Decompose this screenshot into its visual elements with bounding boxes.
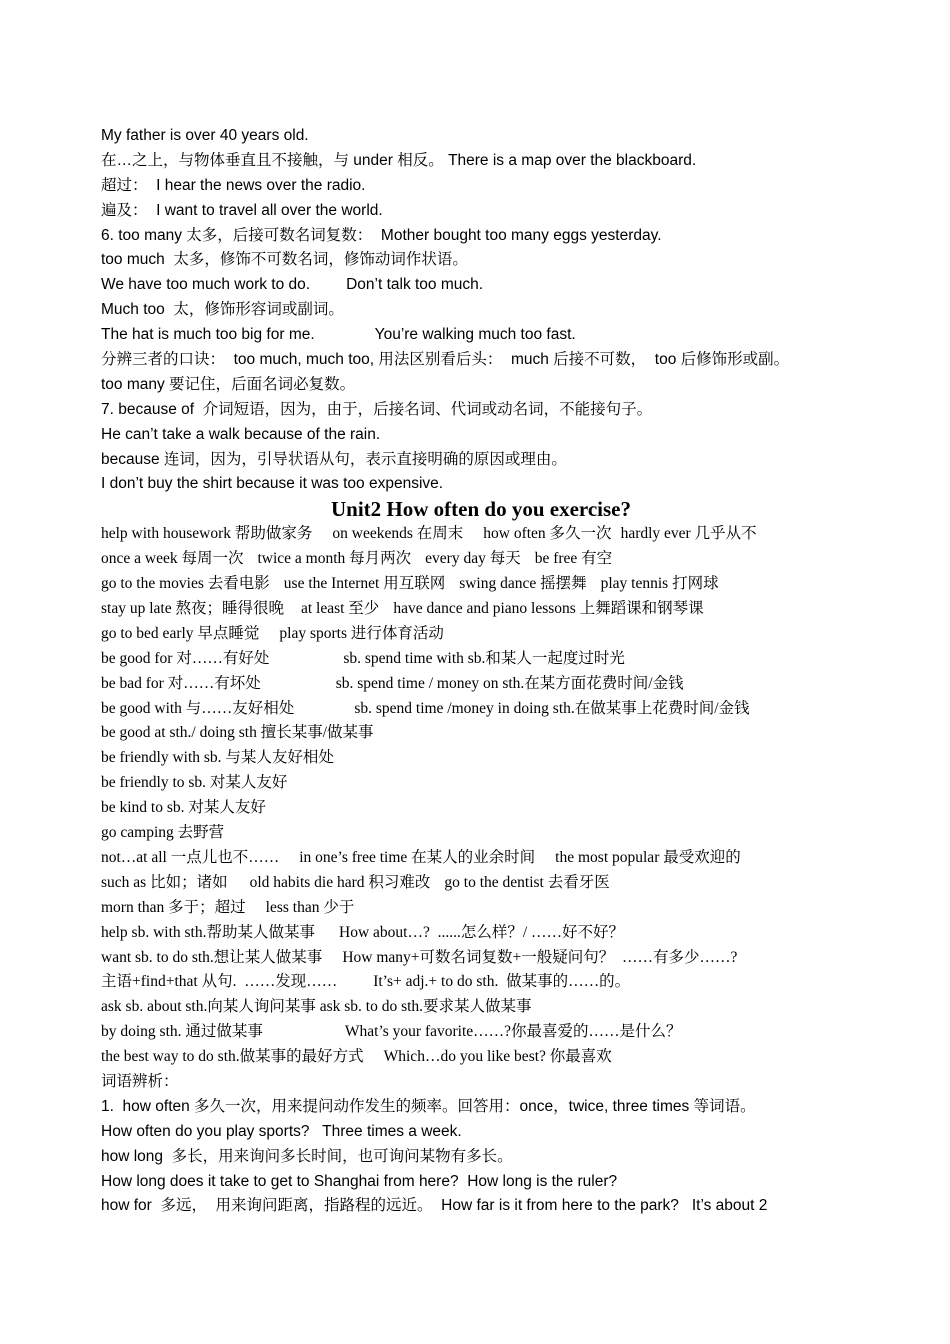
section1-line: [101, 149, 861, 174]
phrases-line: [101, 1070, 861, 1095]
section1-line: [101, 199, 861, 224]
phrases-line: [101, 547, 861, 572]
text-segment: be free 有空: [534, 550, 613, 568]
text-segment: 6. too many 太多，后接可数名词复数： Mother bought too many eggs yesterday.: [101, 226, 662, 244]
text-segment: What’s your favorite……?你最喜爱的……是什么？: [344, 1023, 682, 1041]
text-segment: 1. how often 多久一次，用来提问动作发生的频率。回答用：once，twice, three times 等词语。: [101, 1097, 756, 1115]
text-segment: We have too much work to do.: [101, 276, 311, 294]
text-segment: be friendly with sb. 与某人友好相处: [101, 749, 334, 767]
section1-line: [101, 248, 861, 273]
section3-line: [101, 1194, 861, 1219]
text-segment: 主语+find+that 从句. ……发现……: [101, 973, 338, 991]
phrases-line: [101, 522, 861, 547]
section3-line: [101, 1095, 861, 1120]
section1-line: [101, 348, 861, 373]
phrases-line: [101, 821, 861, 846]
text-segment: go to bed early 早点睡觉: [101, 624, 260, 642]
text-segment: 7. because of 介词短语，因为，由于，后接名词、代词或动名词，不能接句子。: [101, 400, 653, 418]
text-segment: how long 多长，用来询问多长时间，也可询问某物有多长。: [101, 1147, 513, 1165]
word-analysis-section: [101, 1095, 861, 1219]
phrases-line: [101, 647, 861, 672]
phrases-line: [101, 672, 861, 697]
text-segment: hardly ever 几乎从不: [620, 525, 757, 543]
section1-line: [101, 273, 861, 298]
text-segment: swing dance 摇摆舞: [459, 575, 587, 593]
text-segment: sb. spend time with sb.和某人一起度过时光: [343, 649, 625, 667]
section3-line: [101, 1120, 861, 1145]
text-segment: ask sb. about sth.向某人询问某事 ask sb. to do sth.要求某人做某事: [101, 998, 532, 1016]
text-segment: sb. spend time /money in doing sth.在做某事上花费时间/金钱: [354, 699, 750, 717]
text-segment: 遍及： I want to travel all over the world.: [101, 201, 383, 219]
text-segment: Much too 太，修饰形容词或副词。: [101, 301, 344, 319]
text-segment: How about…? ......怎么样？/ ……好不好？: [339, 923, 625, 941]
text-segment: on weekends 在周末: [332, 525, 464, 543]
text-segment: every day 每天: [425, 550, 521, 568]
text-segment: use the Internet 用互联网: [283, 575, 446, 593]
text-segment: Don’t talk too much.: [346, 276, 484, 294]
text-segment: want sb. to do sth.想让某人做某事: [101, 948, 323, 966]
phrases-line: [101, 1045, 861, 1070]
phrases-line: [101, 622, 861, 647]
phrases-line: [101, 1020, 861, 1045]
text-segment: play sports 进行体育活动: [279, 624, 444, 642]
text-segment: 超过： I hear the news over the radio.: [101, 176, 366, 194]
text-segment: 分辨三者的口诀： too much, much too, 用法区别看后头： much 后接不可数， too 后修饰形或副。: [101, 351, 790, 369]
text-segment: once a week 每周一次: [101, 550, 244, 568]
text-segment: play tennis 打网球: [600, 575, 719, 593]
phrases-line: [101, 721, 861, 746]
text-segment: How long does it take to get to Shanghai from here? How long is the ruler?: [101, 1172, 618, 1190]
text-segment: Which…do you like best? 你最喜欢: [383, 1048, 612, 1066]
phrases-line: [101, 746, 861, 771]
section1-line: [101, 174, 861, 199]
text-segment: too much 太多，修饰不可数名词，修饰动词作状语。: [101, 251, 468, 269]
text-segment: How many+可数名词复数+一般疑问句？ ……有多少……?: [342, 948, 738, 966]
text-segment: twice a month 每月两次: [257, 550, 412, 568]
text-segment: have dance and piano lessons 上舞蹈课和钢琴课: [393, 600, 704, 618]
text-segment: in one’s free time 在某人的业余时间: [299, 848, 536, 866]
section1-line: [101, 423, 861, 448]
text-segment: too many 要记住，后面名词必复数。: [101, 375, 356, 393]
text-segment: morn than 多于；超过: [101, 898, 246, 916]
text-segment: old habits die hard 积习难改: [249, 873, 431, 891]
phrases-line: [101, 946, 861, 971]
text-segment: at least 至少: [300, 600, 380, 618]
text-segment: how often 多久一次: [483, 525, 612, 543]
section1-line: [101, 224, 861, 249]
phrases-line: [101, 921, 861, 946]
text-segment: be good for 对……有好处: [101, 649, 270, 667]
section1-line: [101, 323, 861, 348]
text-segment: stay up late 熬夜；睡得很晚: [101, 600, 284, 618]
text-segment: be bad for 对……有坏处: [101, 674, 261, 692]
section1-line: [101, 373, 861, 398]
text-segment: be kind to sb. 对某人友好: [101, 799, 266, 817]
text-segment: be friendly to sb. 对某人友好: [101, 774, 288, 792]
text-segment: help with housework 帮助做家务: [101, 525, 313, 543]
phrases-line: [101, 771, 861, 796]
section1-line: [101, 398, 861, 423]
phrases-section-unit2: [101, 522, 861, 1094]
text-segment: not…at all 一点儿也不……: [101, 848, 280, 866]
text-segment: 在…之上，与物体垂直且不接触，与 under 相反。 There is a map over the blackboard.: [101, 151, 697, 169]
document-body: [101, 124, 861, 1219]
text-segment: be good with 与……友好相处: [101, 699, 295, 717]
phrases-line: [101, 846, 861, 871]
section3-line: [101, 1145, 861, 1170]
text-segment: how for 多远， 用来询问距离，指路程的远近。 How far is it from here to the park? It’s about 2: [101, 1197, 768, 1215]
text-segment: sb. spend time / money on sth.在某方面花费时间/金钱: [335, 674, 684, 692]
text-segment: help sb. with sth.帮助某人做某事: [101, 923, 315, 941]
section1-line: [101, 472, 861, 497]
phrases-line: [101, 697, 861, 722]
text-segment: the best way to do sth.做某事的最好方式: [101, 1048, 364, 1066]
phrases-line: [101, 796, 861, 821]
text-segment: go to the movies 去看电影: [101, 575, 270, 593]
section1-line: [101, 124, 861, 149]
section3-line: [101, 1170, 861, 1195]
phrases-line: [101, 871, 861, 896]
text-segment: It’s+ adj.+ to do sth. 做某事的……的。: [373, 973, 631, 991]
text-segment: go to the dentist 去看牙医: [444, 873, 610, 891]
phrases-line: [101, 896, 861, 921]
text-segment: He can’t take a walk because of the rain.: [101, 425, 381, 443]
text-segment: The hat is much too big for me.: [101, 326, 315, 344]
text-segment: go camping 去野营: [101, 824, 225, 842]
text-segment: 词语辨析：: [101, 1072, 179, 1090]
text-segment: You’re walking much too fast.: [374, 326, 576, 344]
section1-line: [101, 298, 861, 323]
phrases-line: [101, 995, 861, 1020]
phrases-line: [101, 970, 861, 995]
text-segment: be good at sth./ doing sth 擅长某事/做某事: [101, 724, 374, 742]
text-segment: because 连词，因为，引导状语从句，表示直接明确的原因或理由。: [101, 450, 567, 468]
text-segment: such as 比如；诸如: [101, 873, 228, 891]
text-segment: by doing sth. 通过做某事: [101, 1023, 263, 1041]
text-segment: the most popular 最受欢迎的: [555, 848, 741, 866]
phrases-line: [101, 597, 861, 622]
text-segment: My father is over 40 years old.: [101, 127, 309, 144]
phrases-line: [101, 572, 861, 597]
unit-title: Unit2 How often do you exercise?: [331, 497, 631, 522]
section1-line: [101, 448, 861, 473]
text-segment: I don’t buy the shirt because it was too expensive.: [101, 475, 444, 493]
notes-section-unit1: [101, 124, 861, 497]
text-segment: less than 少于: [265, 898, 355, 916]
text-segment: How often do you play sports? Three times a week.: [101, 1122, 462, 1140]
